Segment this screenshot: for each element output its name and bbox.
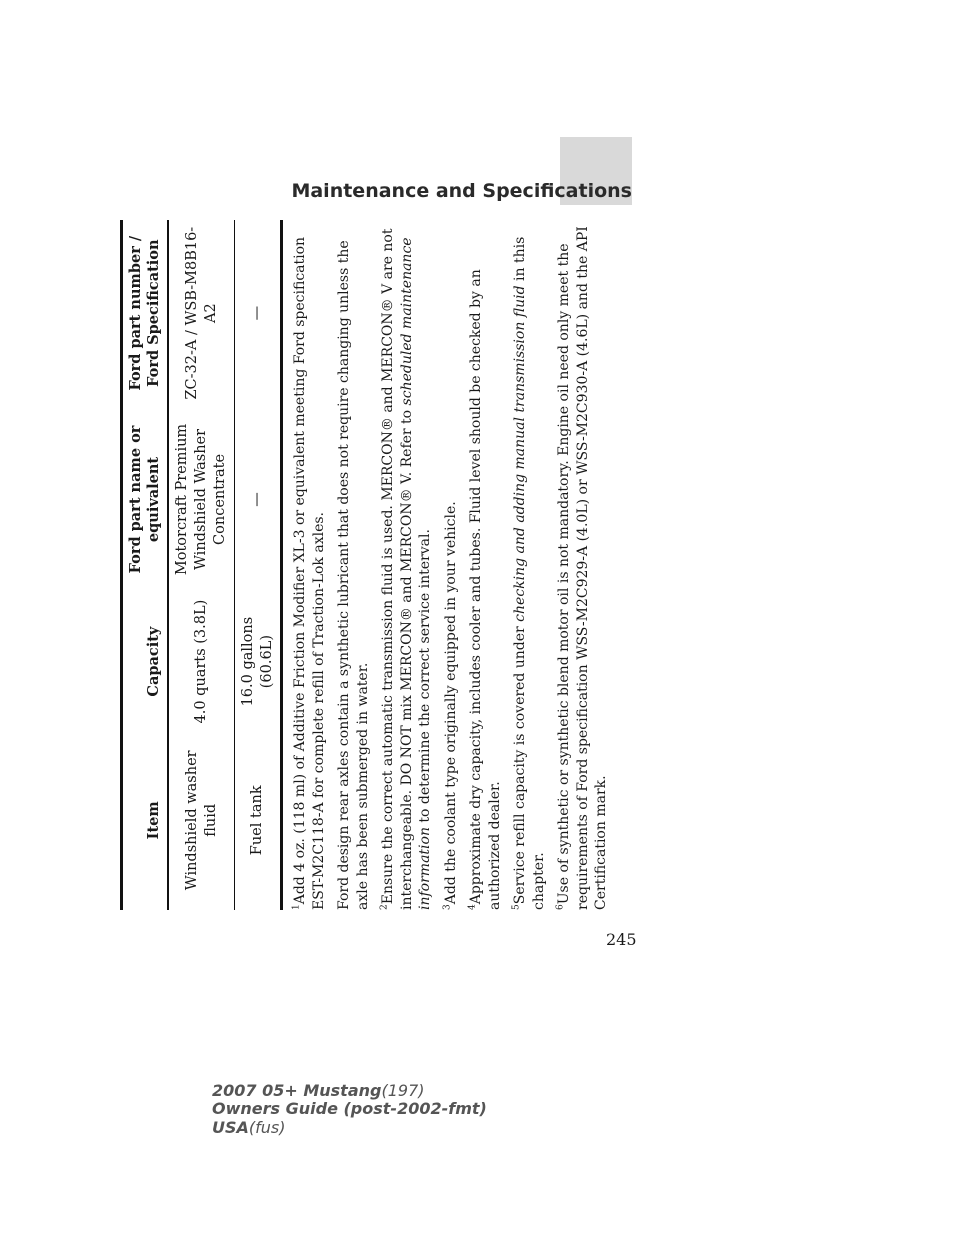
document-footer	[212, 1082, 487, 1137]
cell-part-name: —	[234, 406, 282, 592]
footer-line-1: 2007 05+ Mustang(197)	[212, 1081, 425, 1100]
specification-table	[120, 220, 283, 910]
cell-item: Fuel tank	[234, 731, 282, 910]
table-row	[168, 220, 234, 910]
column-header-item: Item	[122, 731, 169, 910]
cell-capacity: 4.0 quarts (3.8L)	[168, 593, 234, 731]
footer-line-3: USA(fus)	[212, 1117, 286, 1137]
footer-line-2: Owners Guide (post-2002-fmt)	[212, 1099, 487, 1119]
footnotes	[291, 220, 610, 910]
column-header-part-number: Ford part number / Ford Specification	[122, 220, 169, 406]
column-header-capacity: Capacity	[122, 593, 169, 731]
footnote-5: $^5$Service refill capacity is covered under checking and adding manual transmission fluid in this chapter.	[511, 236, 547, 910]
column-header-part-name: Ford part name or equivalent	[122, 406, 169, 592]
table-row	[234, 220, 282, 910]
cell-capacity: 16.0 gallons (60.6L)	[234, 593, 282, 731]
footnote-6: $^6$Use of synthetic or synthetic blend motor oil is not mandatory. Engine oil need only meet the requirements of Ford specification WSS-M2C929-A (4.0L) or WSS-M2C930-A (4.6L) and the API Certification mark.	[555, 226, 610, 910]
cell-part-number: —	[234, 220, 282, 406]
page-title: Maintenance and Specifications	[291, 180, 632, 202]
manual-transmission-reference: checking and adding manual transmission fluid	[512, 285, 529, 622]
scheduled-maintenance-reference: scheduled maintenance information	[398, 237, 434, 910]
footnote-1: $^1$Add 4 oz. (118 ml) of Additive Friction Modifier XL-3 or equivalent meeting Ford specification EST-M2C118-A for complete refill of Traction-Lok axles.	[291, 236, 327, 910]
page-number: 245	[606, 930, 637, 949]
footnote-4: $^4$Approximate dry capacity, includes cooler and tubes. Fluid level should be checked by an authorized dealer.	[467, 269, 503, 910]
cell-part-number: ZC-32-A / WSB-M8B16-A2	[168, 220, 234, 406]
footnote-3: $^3$Add the coolant type originally equipped in your vehicle.	[442, 501, 459, 910]
footnote-1-continued: Ford design rear axles contain a synthetic lubricant that does not require changing unless the axle has been submerged in water.	[336, 240, 371, 910]
table-header-row	[122, 220, 169, 910]
rotated-content	[120, 220, 610, 910]
footnote-2: $^2$Ensure the correct automatic transmission fluid is used. MERCON® and MERCON® V are not interchangeable. DO NOT mix MERCON® and MERCON® V. Refer to scheduled maintenance information to determine the correct service interval.	[379, 228, 434, 910]
cell-item: Windshield washer fluid	[168, 731, 234, 910]
cell-part-name: Motorcraft Premium Windshield Washer Concentrate	[168, 406, 234, 592]
